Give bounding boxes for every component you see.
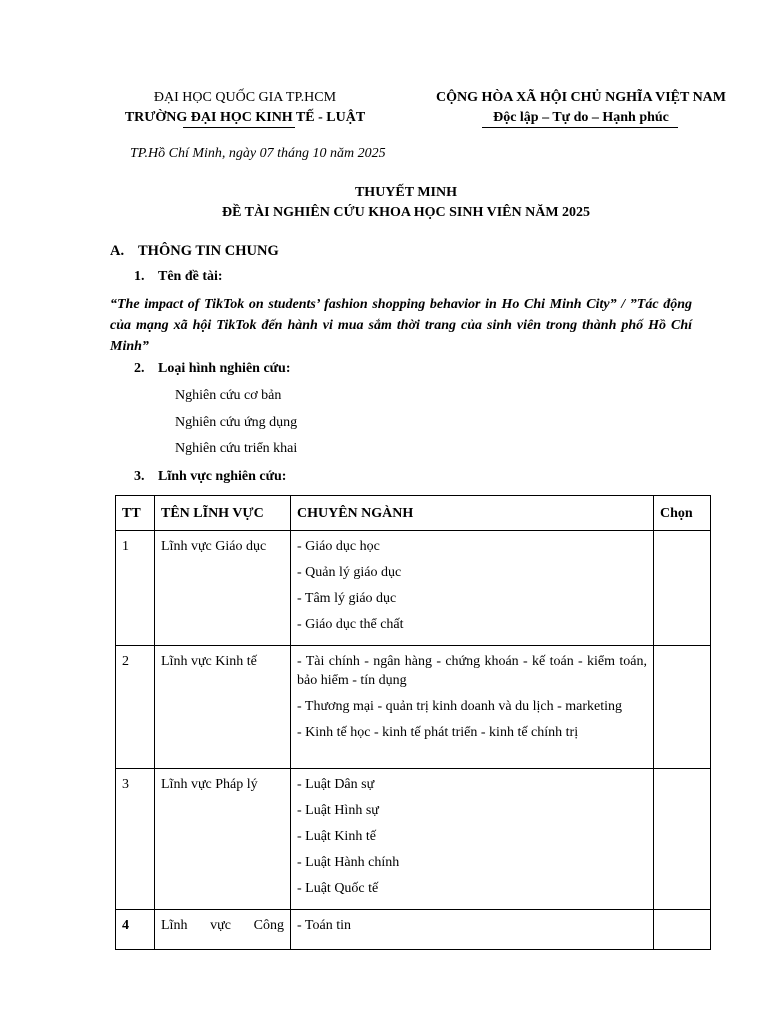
field-name: Lĩnh vực Công [155,910,291,950]
specialty-list [291,910,654,950]
field-name: Lĩnh vực Giáo dục [155,531,291,646]
research-type-option: Nghiên cứu triển khai [175,441,298,456]
item-number: 3. [134,469,145,484]
university-name: ĐẠI HỌC QUỐC GIA TP.HCM [153,90,337,105]
item-label: Tên đề tài: [158,269,223,284]
national-header [416,88,746,128]
specialty-item: - Luật Hành chính [297,855,400,870]
motto: Độc lập – Tự do – Hạnh phúc [493,110,669,125]
section-letter: A. [110,243,125,259]
specialty-item: - Giáo dục thể chất [297,617,404,632]
topic-title: “The impact of TikTok on students’ fashion shopping behavior in Ho Chi Minh City” / ”Tác động của mạng xã hội TikTok đến hành vi mua sắm thời trang của sinh viên trong thành phố Hồ Chí Minh” [110,297,692,354]
select-cell[interactable] [654,769,711,910]
document-title [100,183,712,223]
header-field-name: TÊN LĨNH VỰC [155,496,291,531]
specialty-item: - Luật Quốc tế [297,881,379,896]
institution-header [110,88,380,128]
research-type-option: Nghiên cứu cơ bản [175,388,282,403]
specialty-item: - Luật Hình sự [297,803,379,818]
row-number: 2 [116,646,155,769]
specialty-list [291,646,654,769]
section-title: THÔNG TIN CHUNG [138,243,279,259]
field-name: Lĩnh vực Kinh tế [155,646,291,769]
date-line: TP.Hồ Chí Minh, ngày 07 tháng 10 năm 2025 [130,146,386,161]
specialty-list [291,769,654,910]
field-name: Lĩnh vực Pháp lý [155,769,291,910]
select-cell[interactable] [654,646,711,769]
title-line-2: ĐỀ TÀI NGHIÊN CỨU KHOA HỌC SINH VIÊN NĂM 2025 [221,205,591,220]
specialty-item: - Quản lý giáo dục [297,565,402,580]
table-row [116,646,711,769]
specialty-item: - Kinh tế học - kinh tế phát triển - kinh tế chính trị [297,725,579,740]
specialty-item: - Toán tin [297,918,351,933]
table-row [116,910,711,950]
specialty-item: - Tâm lý giáo dục [297,591,397,606]
item-3-heading [134,469,286,485]
specialty-list [291,531,654,646]
header-select: Chọn [654,496,711,531]
specialty-item: - Tài chính - ngân hàng - chứng khoán - kế toán - kiểm toán, bảo hiểm - tín dụng [297,654,647,688]
row-number: 4 [116,910,155,950]
header-specialty: CHUYÊN NGÀNH [291,496,654,531]
specialty-item: - Giáo dục học [297,539,380,554]
title-line-1: THUYẾT MINH [354,185,458,200]
school-name: TRƯỜNG ĐẠI HỌC KINH TẾ - LUẬT [124,110,366,125]
select-cell[interactable] [654,910,711,950]
header-left-underline [183,127,295,128]
item-1-heading [134,269,223,285]
specialty-item: - Luật Dân sự [297,777,375,792]
item-number: 2. [134,361,145,376]
research-field-table [115,495,711,950]
item-number: 1. [134,269,145,284]
select-cell[interactable] [654,531,711,646]
item-label: Loại hình nghiên cứu: [158,361,291,376]
table-row [116,769,711,910]
item-label: Lĩnh vực nghiên cứu: [158,469,287,484]
row-number: 3 [116,769,155,910]
specialty-item: - Thương mại - quản trị kinh doanh và du lịch - marketing [297,699,622,714]
research-type-option: Nghiên cứu ứng dụng [175,415,298,430]
header-right-underline [482,127,678,128]
item-2-heading [134,361,291,377]
country-name: CỘNG HÒA XÃ HỘI CHỦ NGHĨA VIỆT NAM [435,90,726,105]
header-tt: TT [116,496,155,531]
table-row [116,531,711,646]
row-number: 1 [116,531,155,646]
section-a-heading [110,243,279,260]
table-header-row [116,496,711,531]
specialty-item: - Luật Kinh tế [297,829,376,844]
